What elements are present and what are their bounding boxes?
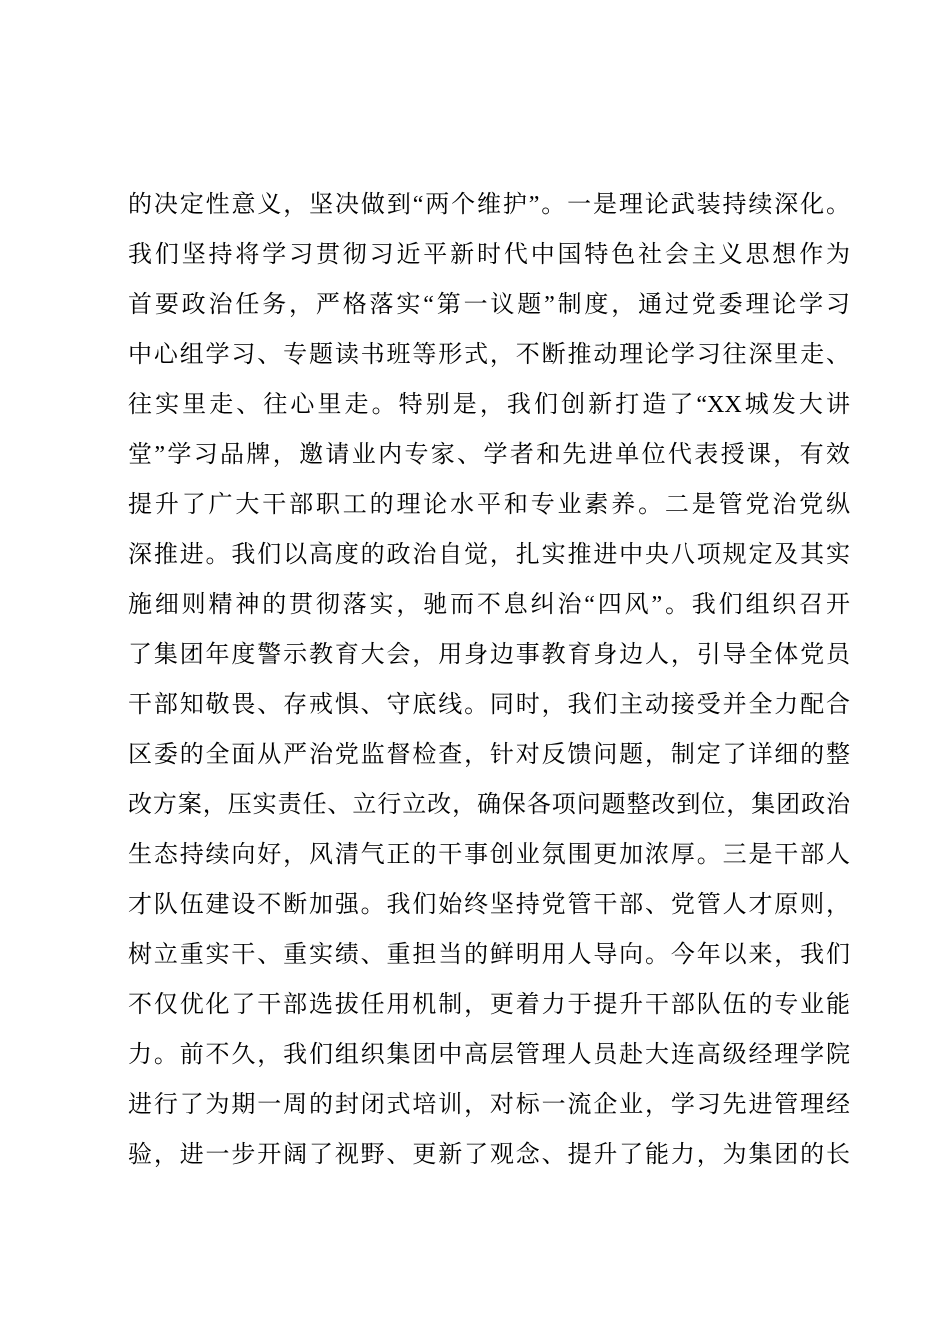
text-line: 中心组学习、专题读书班等形式，不断推动理论学习往深里走、	[128, 342, 850, 368]
text-line: 改方案，压实责任、立行立改，确保各项问题整改到位，集团政治	[128, 792, 850, 818]
text-line: 生态持续向好，风清气正的干事创业氛围更加浓厚。三是干部人	[128, 842, 850, 868]
text-line: 了集团年度警示教育大会，用身边事教育身边人，引导全体党员	[128, 642, 850, 668]
text-line: 首要政治任务，严格落实“第一议题”制度，通过党委理论学习	[128, 292, 850, 318]
text-line: 区委的全面从严治党监督检查，针对反馈问题，制定了详细的整	[128, 742, 850, 768]
text-line: 不仅优化了干部选拔任用机制，更着力于提升干部队伍的专业能	[128, 992, 850, 1018]
text-line: 树立重实干、重实绩、重担当的鲜明用人导向。今年以来，我们	[128, 942, 850, 968]
text-line: 提升了广大干部职工的理论水平和专业素养。二是管党治党纵	[128, 492, 850, 518]
text-line: 堂”学习品牌，邀请业内专家、学者和先进单位代表授课，有效	[128, 442, 850, 468]
text-line: 验，进一步开阔了视野、更新了观念、提升了能力，为集团的长	[128, 1142, 850, 1168]
text-line: 往实里走、往心里走。特别是，我们创新打造了“XX城发大讲	[128, 392, 850, 418]
text-line: 我们坚持将学习贯彻习近平新时代中国特色社会主义思想作为	[128, 242, 850, 268]
text-line: 进行了为期一周的封闭式培训，对标一流企业，学习先进管理经	[128, 1092, 850, 1118]
text-line: 的决定性意义，坚决做到“两个维护”。一是理论武装持续深化。	[128, 192, 850, 218]
text-line: 深推进。我们以高度的政治自觉，扎实推进中央八项规定及其实	[128, 542, 850, 568]
paragraph-text-block	[128, 180, 850, 1180]
text-line: 力。前不久，我们组织集团中高层管理人员赴大连高级经理学院	[128, 1042, 850, 1068]
text-line: 干部知敬畏、存戒惧、守底线。同时，我们主动接受并全力配合	[128, 692, 850, 718]
text-line: 才队伍建设不断加强。我们始终坚持党管干部、党管人才原则，	[128, 892, 850, 918]
text-line: 施细则精神的贯彻落实，驰而不息纠治“四风”。我们组织召开	[128, 592, 850, 618]
